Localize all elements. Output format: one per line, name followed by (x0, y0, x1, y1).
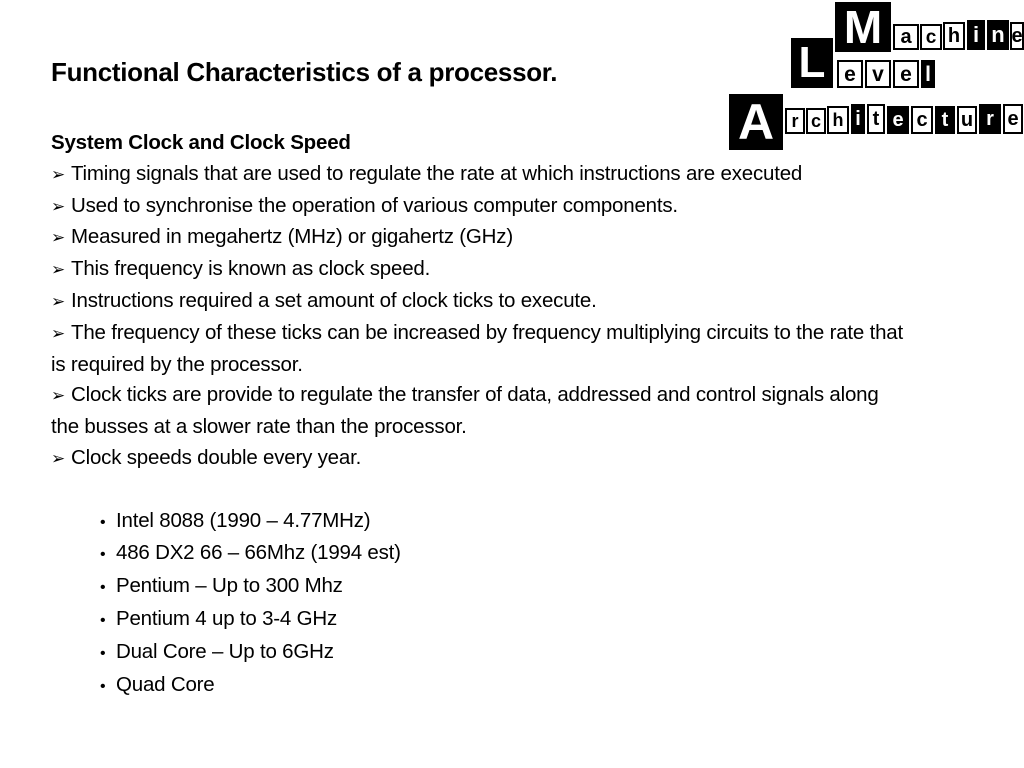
logo-letter: r (979, 104, 1001, 134)
logo-letter: u (957, 106, 977, 134)
logo-letter: c (920, 24, 942, 50)
arrow-bullet (51, 318, 911, 381)
logo-letter: t (935, 106, 955, 134)
example-text: Pentium 4 up to 3-4 GHz (116, 606, 338, 630)
logo-letter: h (827, 106, 849, 134)
list-item (100, 538, 911, 571)
logo-letter: A (729, 94, 783, 150)
bullet-text: The frequency of these ticks can be increased by frequency multiplying circuits to the rate that is required by the processor. (51, 320, 903, 376)
bullet-text: Instructions required a set amount of clock ticks to execute. (71, 288, 597, 312)
bullet-dot-icon: • (100, 677, 106, 695)
logo-letter: e (887, 106, 909, 134)
logo-letter: M (835, 2, 891, 52)
bullet-text: Clock speeds double every year. (71, 445, 362, 469)
section-heading: System Clock and Clock Speed (51, 131, 351, 154)
bullet-text: This frequency is known as clock speed. (71, 257, 431, 281)
slide-title: Functional Characteristics of a processor. (51, 57, 558, 87)
logo-letter: h (943, 22, 965, 50)
arrow-bullet-icon: ➢ (51, 448, 66, 469)
arrow-bullet-icon: ➢ (51, 260, 66, 281)
logo-letter: e (893, 60, 919, 88)
bullet-dot-icon: • (100, 546, 106, 564)
example-text: Pentium – Up to 300 Mhz (116, 574, 343, 598)
spacer (51, 475, 911, 506)
arrow-bullet-icon: ➢ (51, 228, 66, 249)
bullet-text: Measured in megahertz (MHz) or gigahertz (GHz) (71, 225, 513, 249)
arrow-bullet-icon: ➢ (51, 386, 66, 407)
arrow-bullet-list (51, 159, 911, 475)
arrow-bullet (51, 222, 911, 254)
list-item (100, 571, 911, 604)
logo-letter: e (1010, 22, 1024, 50)
logo-letter: c (911, 106, 933, 134)
arrow-bullet-icon: ➢ (51, 291, 66, 312)
logo-letter: r (785, 108, 805, 134)
bullet-dot-icon: • (100, 513, 106, 531)
arrow-bullet-icon: ➢ (51, 323, 66, 344)
bullet-text: Clock ticks are provide to regulate the transfer of data, addressed and control signals along the busses at a slower rate than the processor. (51, 383, 879, 439)
logo-letter: l (921, 60, 935, 88)
arrow-bullet-icon: ➢ (51, 196, 66, 217)
logo-letter: i (851, 104, 865, 134)
list-item (100, 670, 911, 703)
arrow-bullet (51, 191, 911, 223)
example-text: Quad Core (116, 672, 215, 696)
example-text: Dual Core – Up to 6GHz (116, 639, 334, 663)
list-item (100, 506, 911, 539)
arrow-bullet (51, 443, 911, 475)
slide-body (51, 128, 911, 702)
arrow-bullet (51, 159, 911, 191)
arrow-bullet (51, 380, 911, 443)
logo-letter: a (893, 24, 919, 50)
logo-letter: e (837, 60, 863, 88)
logo-letter: L (791, 38, 833, 88)
list-item (100, 637, 911, 670)
logo-letter: e (1003, 104, 1023, 134)
logo-letter: i (967, 20, 985, 50)
bullet-text: Used to synchronise the operation of various computer components. (71, 193, 678, 217)
bullet-dot-icon: • (100, 644, 106, 662)
arrow-bullet-icon: ➢ (51, 164, 66, 185)
logo-letter: c (806, 108, 826, 134)
logo-letter: t (867, 104, 885, 134)
example-text: 486 DX2 66 – 66Mhz (1994 est) (116, 541, 401, 565)
logo-letter: v (865, 60, 891, 88)
example-text: Intel 8088 (1990 – 4.77MHz) (116, 508, 371, 532)
processor-examples-list (51, 506, 911, 703)
bullet-dot-icon: • (100, 579, 106, 597)
arrow-bullet (51, 254, 911, 286)
bullet-text: Timing signals that are used to regulate the rate at which instructions are executed (71, 161, 803, 185)
bullet-dot-icon: • (100, 611, 106, 629)
list-item (100, 604, 911, 637)
logo-letter: n (987, 20, 1009, 50)
arrow-bullet (51, 286, 911, 318)
